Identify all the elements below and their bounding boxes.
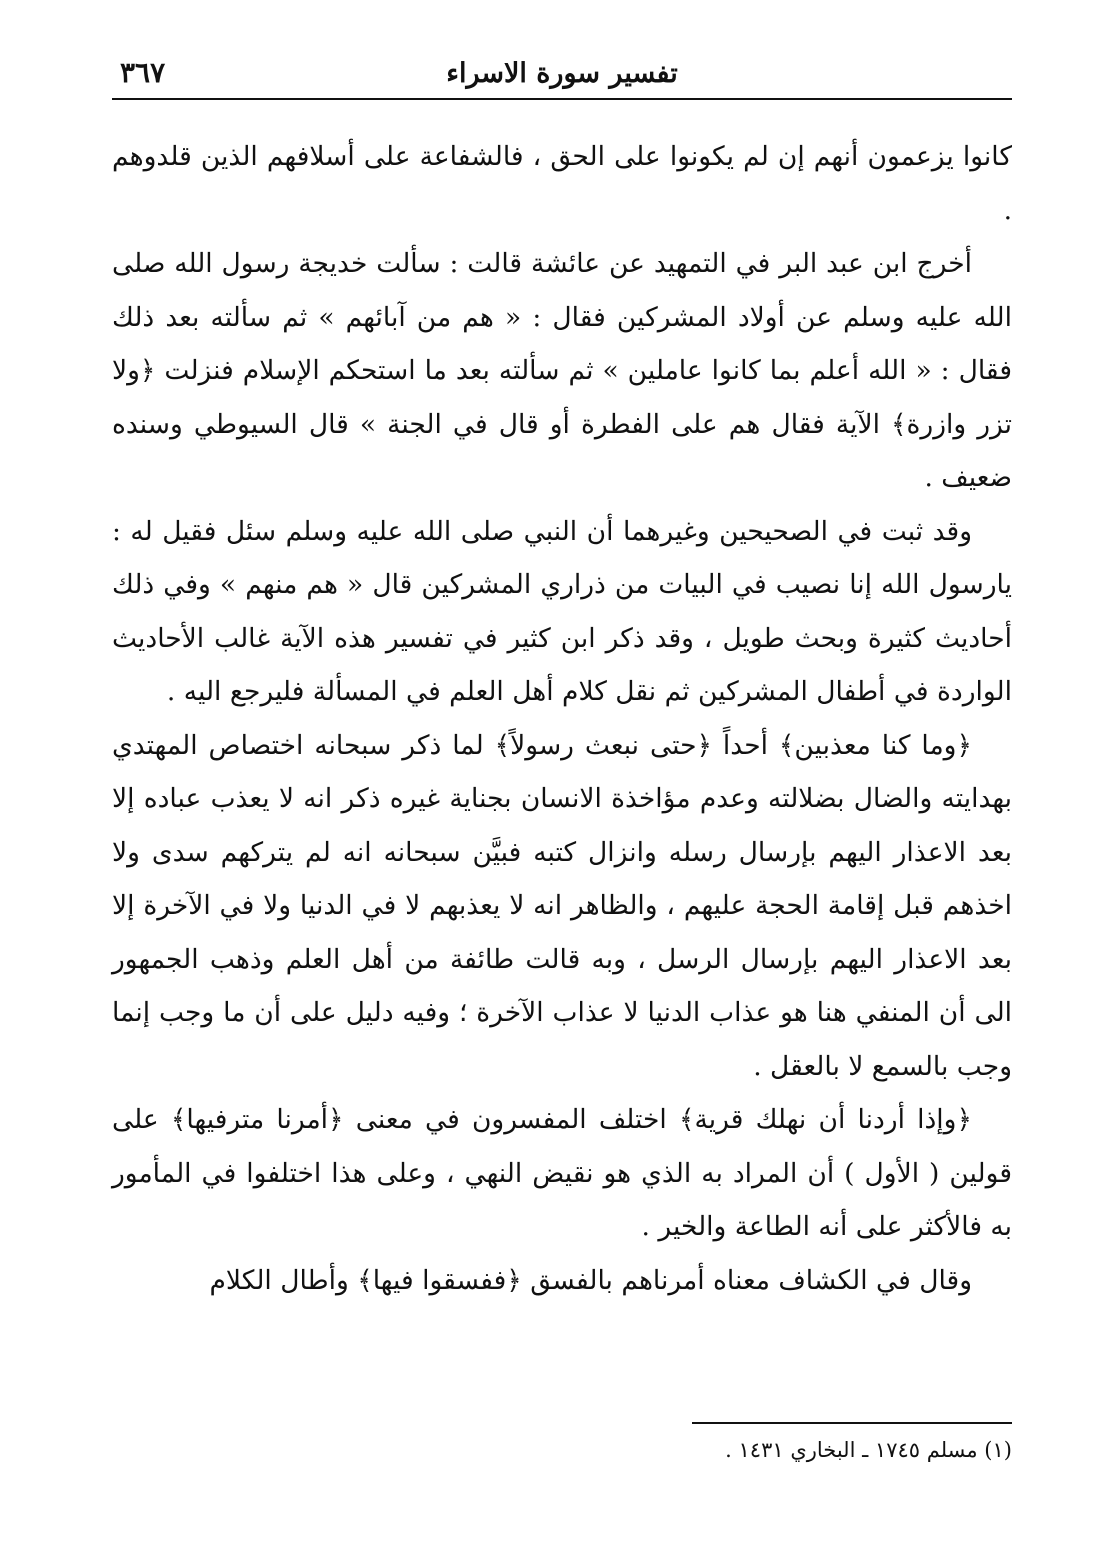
running-title: تفسير سورة الاسراء	[446, 58, 678, 89]
paragraph: ﴿وما كنا معذبين﴾ أحداً ﴿حتى نبعث رسولاً﴾ لما ذكر سبحانه اختصاص المهتدي بهدايته والضال بضلالته وعدم مؤاخذة الانسان بجناية غيره ذكر انه لا يعذب عباده إلا بعد الاعذار اليهم بإرسال رسله وانزال كتبه فبيَّن سبحانه انه لم يتركهم سدى ولا اخذهم قبل إقامة الحجة عليهم ، والظاهر انه لا يعذبهم لا في الدنيا ولا في الآخرة إلا بعد الاعذار اليهم بإرسال الرسل ، وبه قالت طائفة من أهل العلم وذهب الجمهور الى أن المنفي هنا هو عذاب الدنيا لا عذاب الآخرة ؛ وفيه دليل على أن ما وجب إنما وجب بالسمع لا بالعقل .	[112, 729, 1012, 1082]
paragraph: وقال في الكشاف معناه أمرناهم بالفسق ﴿ففسقوا فيها﴾ وأطال الكلام	[209, 1264, 972, 1296]
footnote: (١) مسلم ١٧٤٥ ـ البخاري ١٤٣١ .	[725, 1438, 1012, 1462]
page-header	[112, 52, 1012, 100]
footnote-divider	[692, 1422, 1012, 1424]
paragraph: أخرج ابن عبد البر في التمهيد عن عائشة قالت : سألت خديجة رسول الله صلى الله عليه وسلم عن أولاد المشركين فقال : « هم من آبائهم » ثم سألته بعد ذلك فقال : « الله أعلم بما كانوا عاملين » ثم سألته بعد ما استحكم الإسلام فنزلت ﴿ولا تزر وازرة﴾ الآية فقال هم على الفطرة أو قال في الجنة » قال السيوطي وسنده ضعيف .	[112, 248, 1012, 493]
paragraph: ﴿وإذا أردنا أن نهلك قرية﴾ اختلف المفسرون في معنى ﴿أمرنا مترفيها﴾ على قولين ( الأول ) أن المراد به الذي هو نقيض النهي ، وعلى هذا اختلفوا في المأمور به فالأكثر على أنه الطاعة والخير .	[112, 1104, 1012, 1242]
page-number: ٣٦٧	[120, 56, 166, 89]
paragraph: كانوا يزعمون أنهم إن لم يكونوا على الحق ، فالشفاعة على أسلافهم الذين قلدوهم .	[112, 141, 1012, 226]
page-body	[112, 130, 1012, 1307]
book-page	[112, 52, 1012, 1512]
paragraph: وقد ثبت في الصحيحين وغيرهما أن النبي صلى الله عليه وسلم سئل فقيل له : يارسول الله إنا نصيب في البيات من ذراري المشركين قال « هم منهم » وفي ذلك أحاديث كثيرة وبحث طويل ، وقد ذكر ابن كثير في تفسير هذه الآية غالب الأحاديث الواردة في أطفال المشركين ثم نقل كلام أهل العلم في المسألة فليرجع اليه .	[112, 515, 1012, 707]
